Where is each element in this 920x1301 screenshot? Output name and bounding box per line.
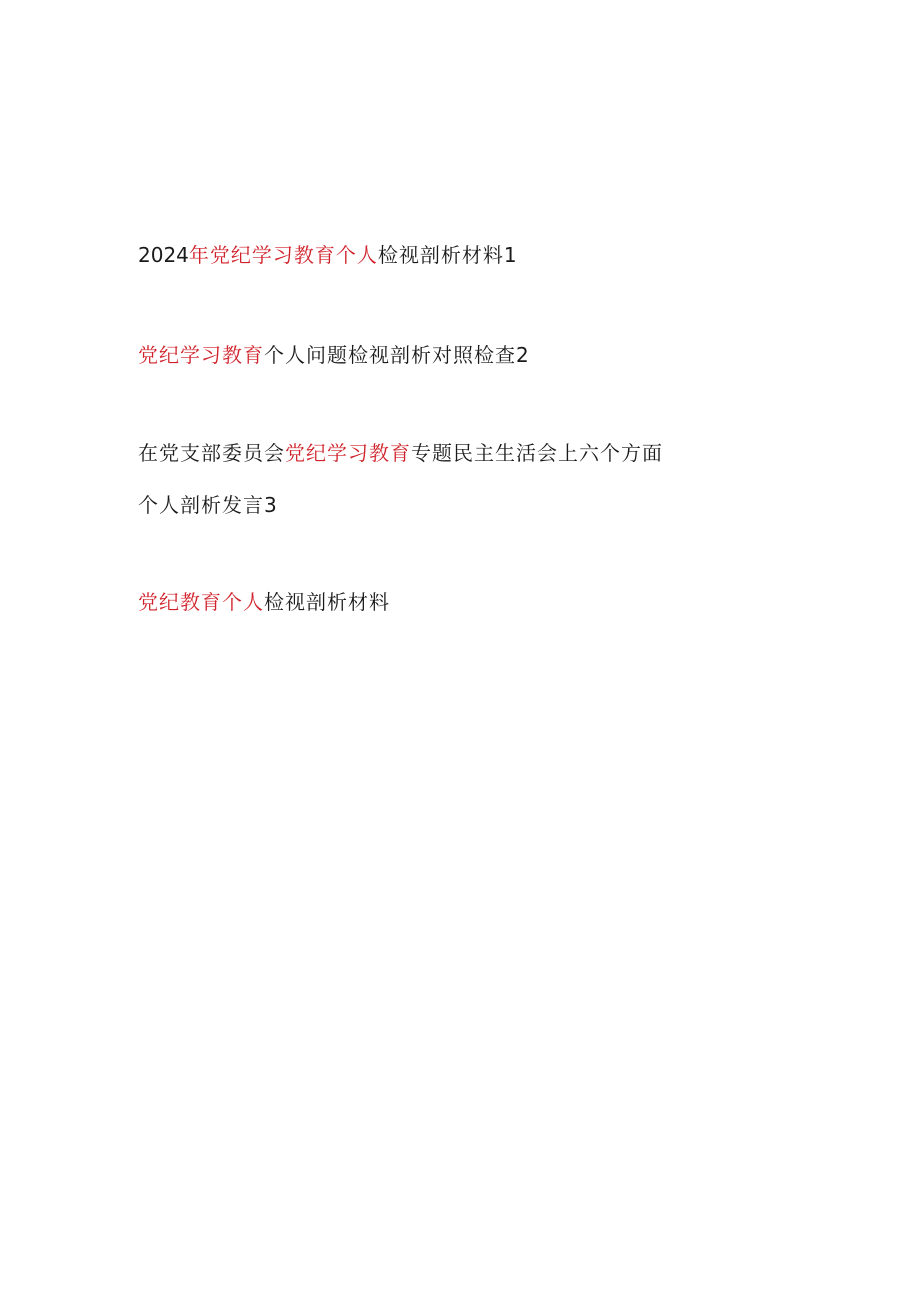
toc-entry-2-page-number: 2 [516,343,529,367]
toc-entry-3-text-continued: 个人剖析发言 [138,493,264,517]
toc-entry-4-highlight: 党纪教育个人 [138,590,264,614]
toc-entry-2[interactable] [138,343,529,367]
toc-entry-1-text: 检视剖析材料 [377,243,504,267]
toc-entry-3-highlight: 党纪学习教育 [285,441,411,465]
toc-entry-1[interactable] [138,243,517,267]
toc-entry-1-page-number: 1 [503,243,517,267]
toc-entry-1-highlight: 年党纪学习教育个人 [188,243,378,267]
toc-entry-1-year: 2024 [138,243,189,267]
toc-entry-4-text: 检视剖析材料 [264,590,390,614]
toc-entry-3-page-number: 3 [264,493,277,517]
toc-entry-3-text-end: 专题民主生活会上六个方面 [411,441,663,465]
toc-entry-2-text: 个人问题检视剖析对照检查 [264,343,516,367]
toc-entry-2-highlight: 党纪学习教育 [138,343,264,367]
toc-entry-4[interactable] [138,590,390,614]
toc-entry-3-line-1[interactable] [138,441,663,465]
toc-entry-3-line-2[interactable] [138,493,277,517]
toc-entry-3-text-start: 在党支部委员会 [138,441,285,465]
